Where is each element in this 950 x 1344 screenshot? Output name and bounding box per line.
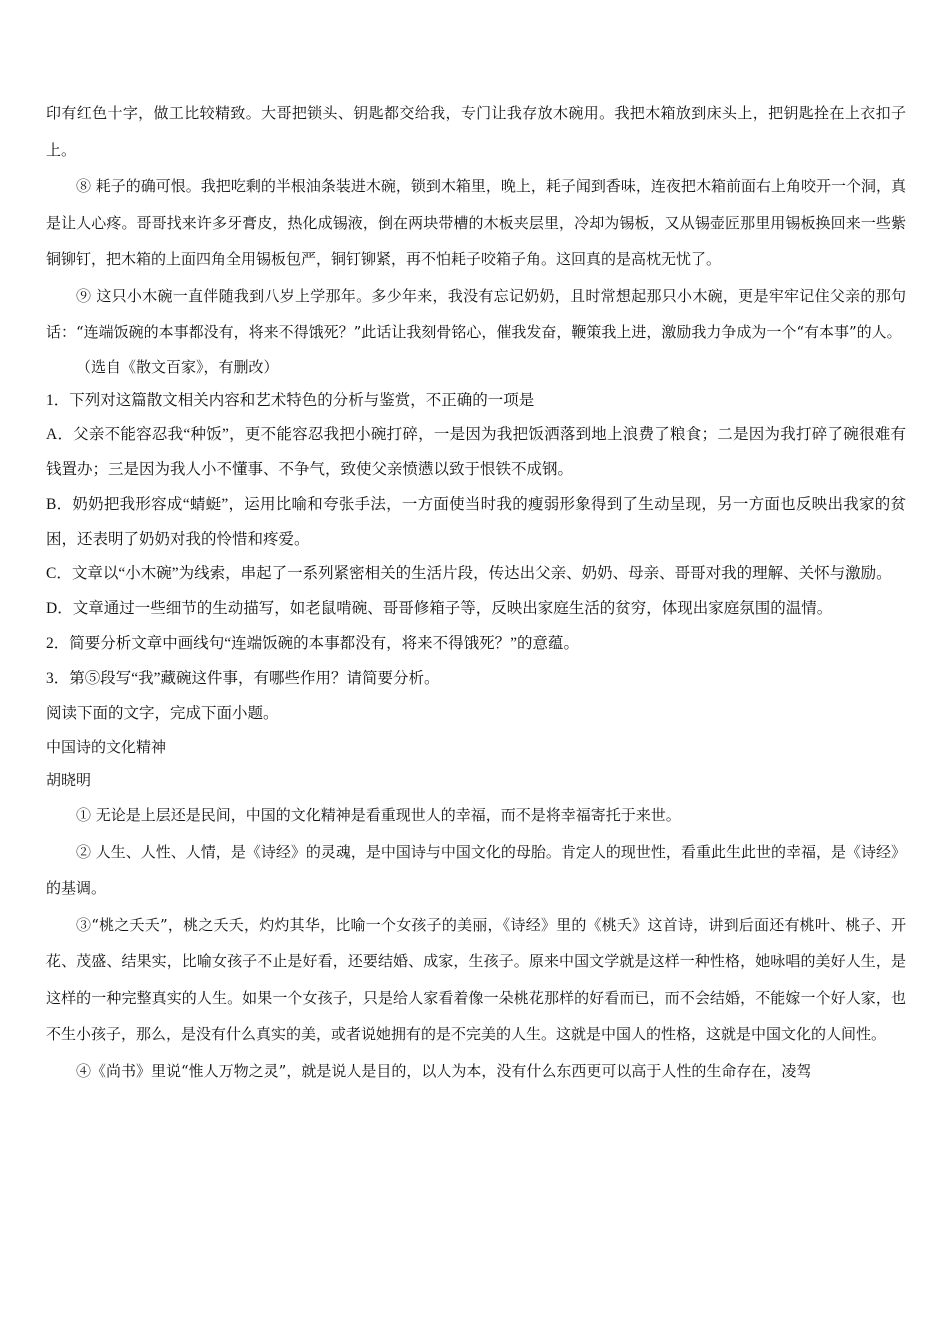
question-3: 3．第⑤段写“我”藏碗这件事，有哪些作用？请简要分析。	[46, 669, 440, 687]
passage1-source: （选自《散文百家》，有删改）	[76, 357, 279, 376]
document-page	[46, 96, 906, 1089]
question-2: 2．简要分析文章中画线句“连端饭碗的本事都没有，将来不得饿死？”的意蕴。	[46, 635, 580, 653]
passage2-intro: 阅读下面的文字，完成下面小题。	[46, 704, 279, 722]
passage2-author: 胡晓明	[46, 771, 92, 790]
passage1-paragraph-7-tail: 印有红色十字，做工比较精致。大哥把锁头、钥匙都交给我，专门让我存放木碗用。我把木箱放到床头上，把钥匙拴在上衣扣子上。	[46, 104, 906, 159]
passage1-paragraph-9: ⑨ 这只小木碗一直伴随我到八岁上学那年。多少年来，我没有忘记奶奶，且时常想起那只小木碗，更是牢牢记住父亲的那句话：“连端饭碗的本事都没有，将来不得饿死？”此话让我刻骨铭心，催我发奋，鞭策我上进，激励我力争成为一个“有本事”的人。	[46, 286, 906, 341]
passage2-paragraph-2: ② 人生、人性、人情，是《诗经》的灵魂，是中国诗与中国文化的母胎。肯定人的现世性，看重此生此世的幸福，是《诗经》的基调。	[46, 842, 906, 898]
passage2-paragraph-4-head: ④《尚书》里说“惟人万物之灵”，就是说人是目的，以人为本，没有什么东西更可以高于人性的生命存在，凌驾	[76, 1061, 812, 1080]
question-1-option-c: C．文章以“小木碗”为线索，串起了一系列紧密相关的生活片段，传达出父亲、奶奶、母亲、哥哥对我的理解、关怀与激励。	[46, 565, 892, 583]
question-1-option-a: A．父亲不能容忍我“种饭”，更不能容忍我把小碗打碎，一是因为我把饭洒落到地上浪费了粮食；二是因为我打碎了碗很难有钱置办；三是因为我人小不懂事、不争气，致使父亲愤懑以致于恨铁不成钢。	[46, 426, 906, 479]
passage1-paragraph-8: ⑧ 耗子的确可恨。我把吃剩的半根油条装进木碗，锁到木箱里，晚上，耗子闻到香味，连夜把木箱前面右上角咬开一个洞，真是让人心疼。哥哥找来许多牙膏皮，热化成锡液，倒在两块带槽的木板夹层里，冷却为锡板，又从锡壶匠那里用锡板换回来一些紫铜铆钉，把木箱的上面四角全用锡板包严，铜钉铆紧，再不怕耗子咬箱子角。这回真的是高枕无忧了。	[46, 177, 906, 268]
question-1-stem: 1．下列对这篇散文相关内容和艺术特色的分析与鉴赏，不正确的一项是	[46, 391, 535, 409]
question-1-option-b: B．奶奶把我形容成“蜻蜓”，运用比喻和夸张手法，一方面使当时我的瘦弱形象得到了生动呈现，另一方面也反映出我家的贫困，还表明了奶奶对我的怜惜和疼爱。	[46, 495, 906, 548]
question-1-option-d: D．文章通过一些细节的生动描写，如老鼠啃碗、哥哥修箱子等，反映出家庭生活的贫穷，体现出家庭氛围的温情。	[46, 600, 833, 618]
passage2-paragraph-3: ③“桃之夭夭”，桃之夭夭，灼灼其华，比喻一个女孩子的美丽，《诗经》里的《桃夭》这首诗，讲到后面还有桃叶、桃子、开花、茂盛、结果实，比喻女孩子不止是好看，还要结婚、成家，生孩子。原来中国文学就是这样一种性格，她咏唱的美好人生，是这样的一种完整真实的人生。如果一个女孩子，只是给人家看着像一朵桃花那样的好看而已，而不会结婚，不能嫁一个好人家，也不生小孩子，那么，是没有什么真实的美，或者说她拥有的是不完美的人生。这就是中国人的性格，这就是中国文化的人间性。	[46, 915, 906, 1044]
passage2-title: 中国诗的文化精神	[46, 738, 167, 757]
passage2-paragraph-1: ① 无论是上层还是民间，中国的文化精神是看重现世人的幸福，而不是将幸福寄托于来世。	[76, 806, 681, 825]
